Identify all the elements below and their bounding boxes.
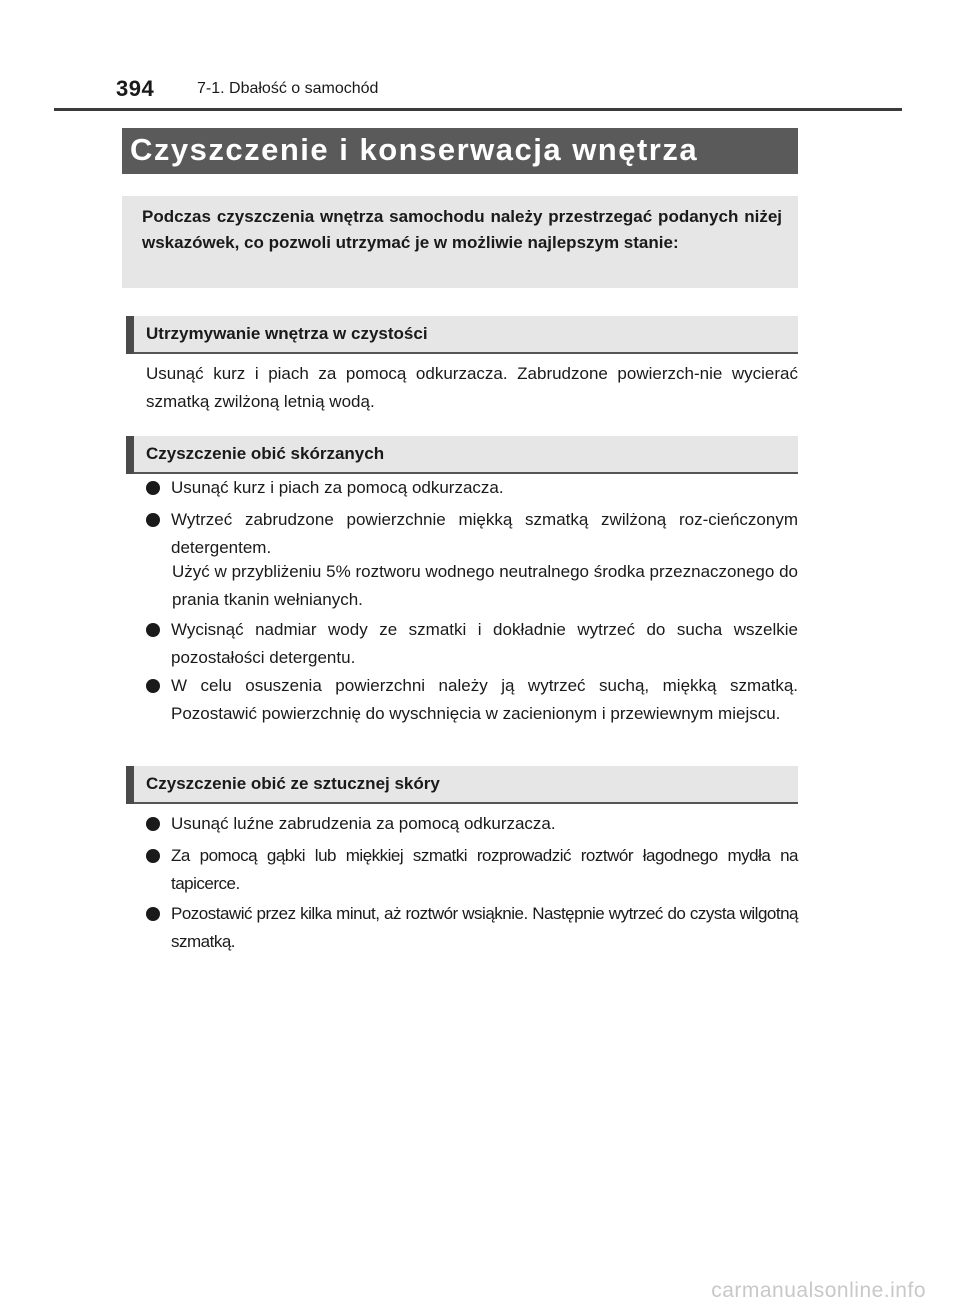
list-item-text: Usunąć kurz i piach za pomocą odkurzacza. — [171, 478, 504, 497]
subheading-text: Czyszczenie obić skórzanych — [146, 444, 385, 463]
bullet-icon — [146, 849, 160, 863]
list-item-text: W celu osuszenia powierzchni należy ją wytrzeć suchą, miękką szmatką. Pozostawić powierzchnię do wyschnięcia w zacienionym i przewiewnym miejscu. — [171, 676, 798, 723]
intro-box — [122, 196, 798, 288]
subheading-marker — [126, 766, 134, 804]
paragraph-interior-cleaning: Usunąć kurz i piach za pomocą odkurzacza. Zabrudzone powierzch-nie wycierać szmatką zwilżoną letnią wodą. — [146, 364, 798, 411]
list-item-text: Wycisnąć nadmiar wody ze szmatki i dokładnie wytrzeć do sucha wszelkie pozostałości detergentu. — [171, 620, 798, 667]
subheading-synthetic-leather — [126, 766, 798, 804]
subheading-interior-cleaning — [126, 316, 798, 354]
bullet-icon — [146, 817, 160, 831]
bullet-icon — [146, 481, 160, 495]
list-item-text: Za pomocą gąbki lub miękkiej szmatki rozprowadzić roztwór łagodnego mydła na tapicerce. — [171, 846, 798, 893]
chapter-label: 7-1. Dbałość o samochód — [197, 80, 379, 97]
page-title: Czyszczenie i konserwacja wnętrza — [130, 132, 699, 167]
page-header — [116, 76, 896, 104]
watermark: carmanualsonline.info — [711, 1279, 926, 1302]
header-divider — [54, 108, 902, 111]
subheading-text: Czyszczenie obić ze sztucznej skóry — [146, 774, 440, 793]
bullet-icon — [146, 907, 160, 921]
title-bar — [122, 128, 798, 174]
subheading-leather — [126, 436, 798, 474]
subheading-marker — [126, 316, 134, 354]
subheading-marker — [126, 436, 134, 474]
note-text: Użyć w przybliżeniu 5% roztworu wodnego neutralnego środka przeznaczonego do prania tkanin wełnianych. — [172, 562, 798, 609]
intro-text: Podczas czyszczenia wnętrza samochodu należy przestrzegać podanych niżej wskazówek, co pozwoli utrzymać je w możliwie najlepszym stanie: — [142, 207, 782, 252]
page-number: 394 — [116, 76, 155, 101]
bullet-icon — [146, 679, 160, 693]
list-item-text: Pozostawić przez kilka minut, aż roztwór wsiąknie. Następnie wytrzeć do czysta wilgotną szmatką. — [171, 904, 798, 951]
bullet-icon — [146, 623, 160, 637]
list-item-text: Usunąć luźne zabrudzenia za pomocą odkurzacza. — [171, 814, 556, 833]
bullet-icon — [146, 513, 160, 527]
list-item-text: Wytrzeć zabrudzone powierzchnie miękką szmatką zwilżoną roz-cieńczonym detergentem. — [171, 510, 798, 557]
subheading-text: Utrzymywanie wnętrza w czystości — [146, 324, 428, 343]
